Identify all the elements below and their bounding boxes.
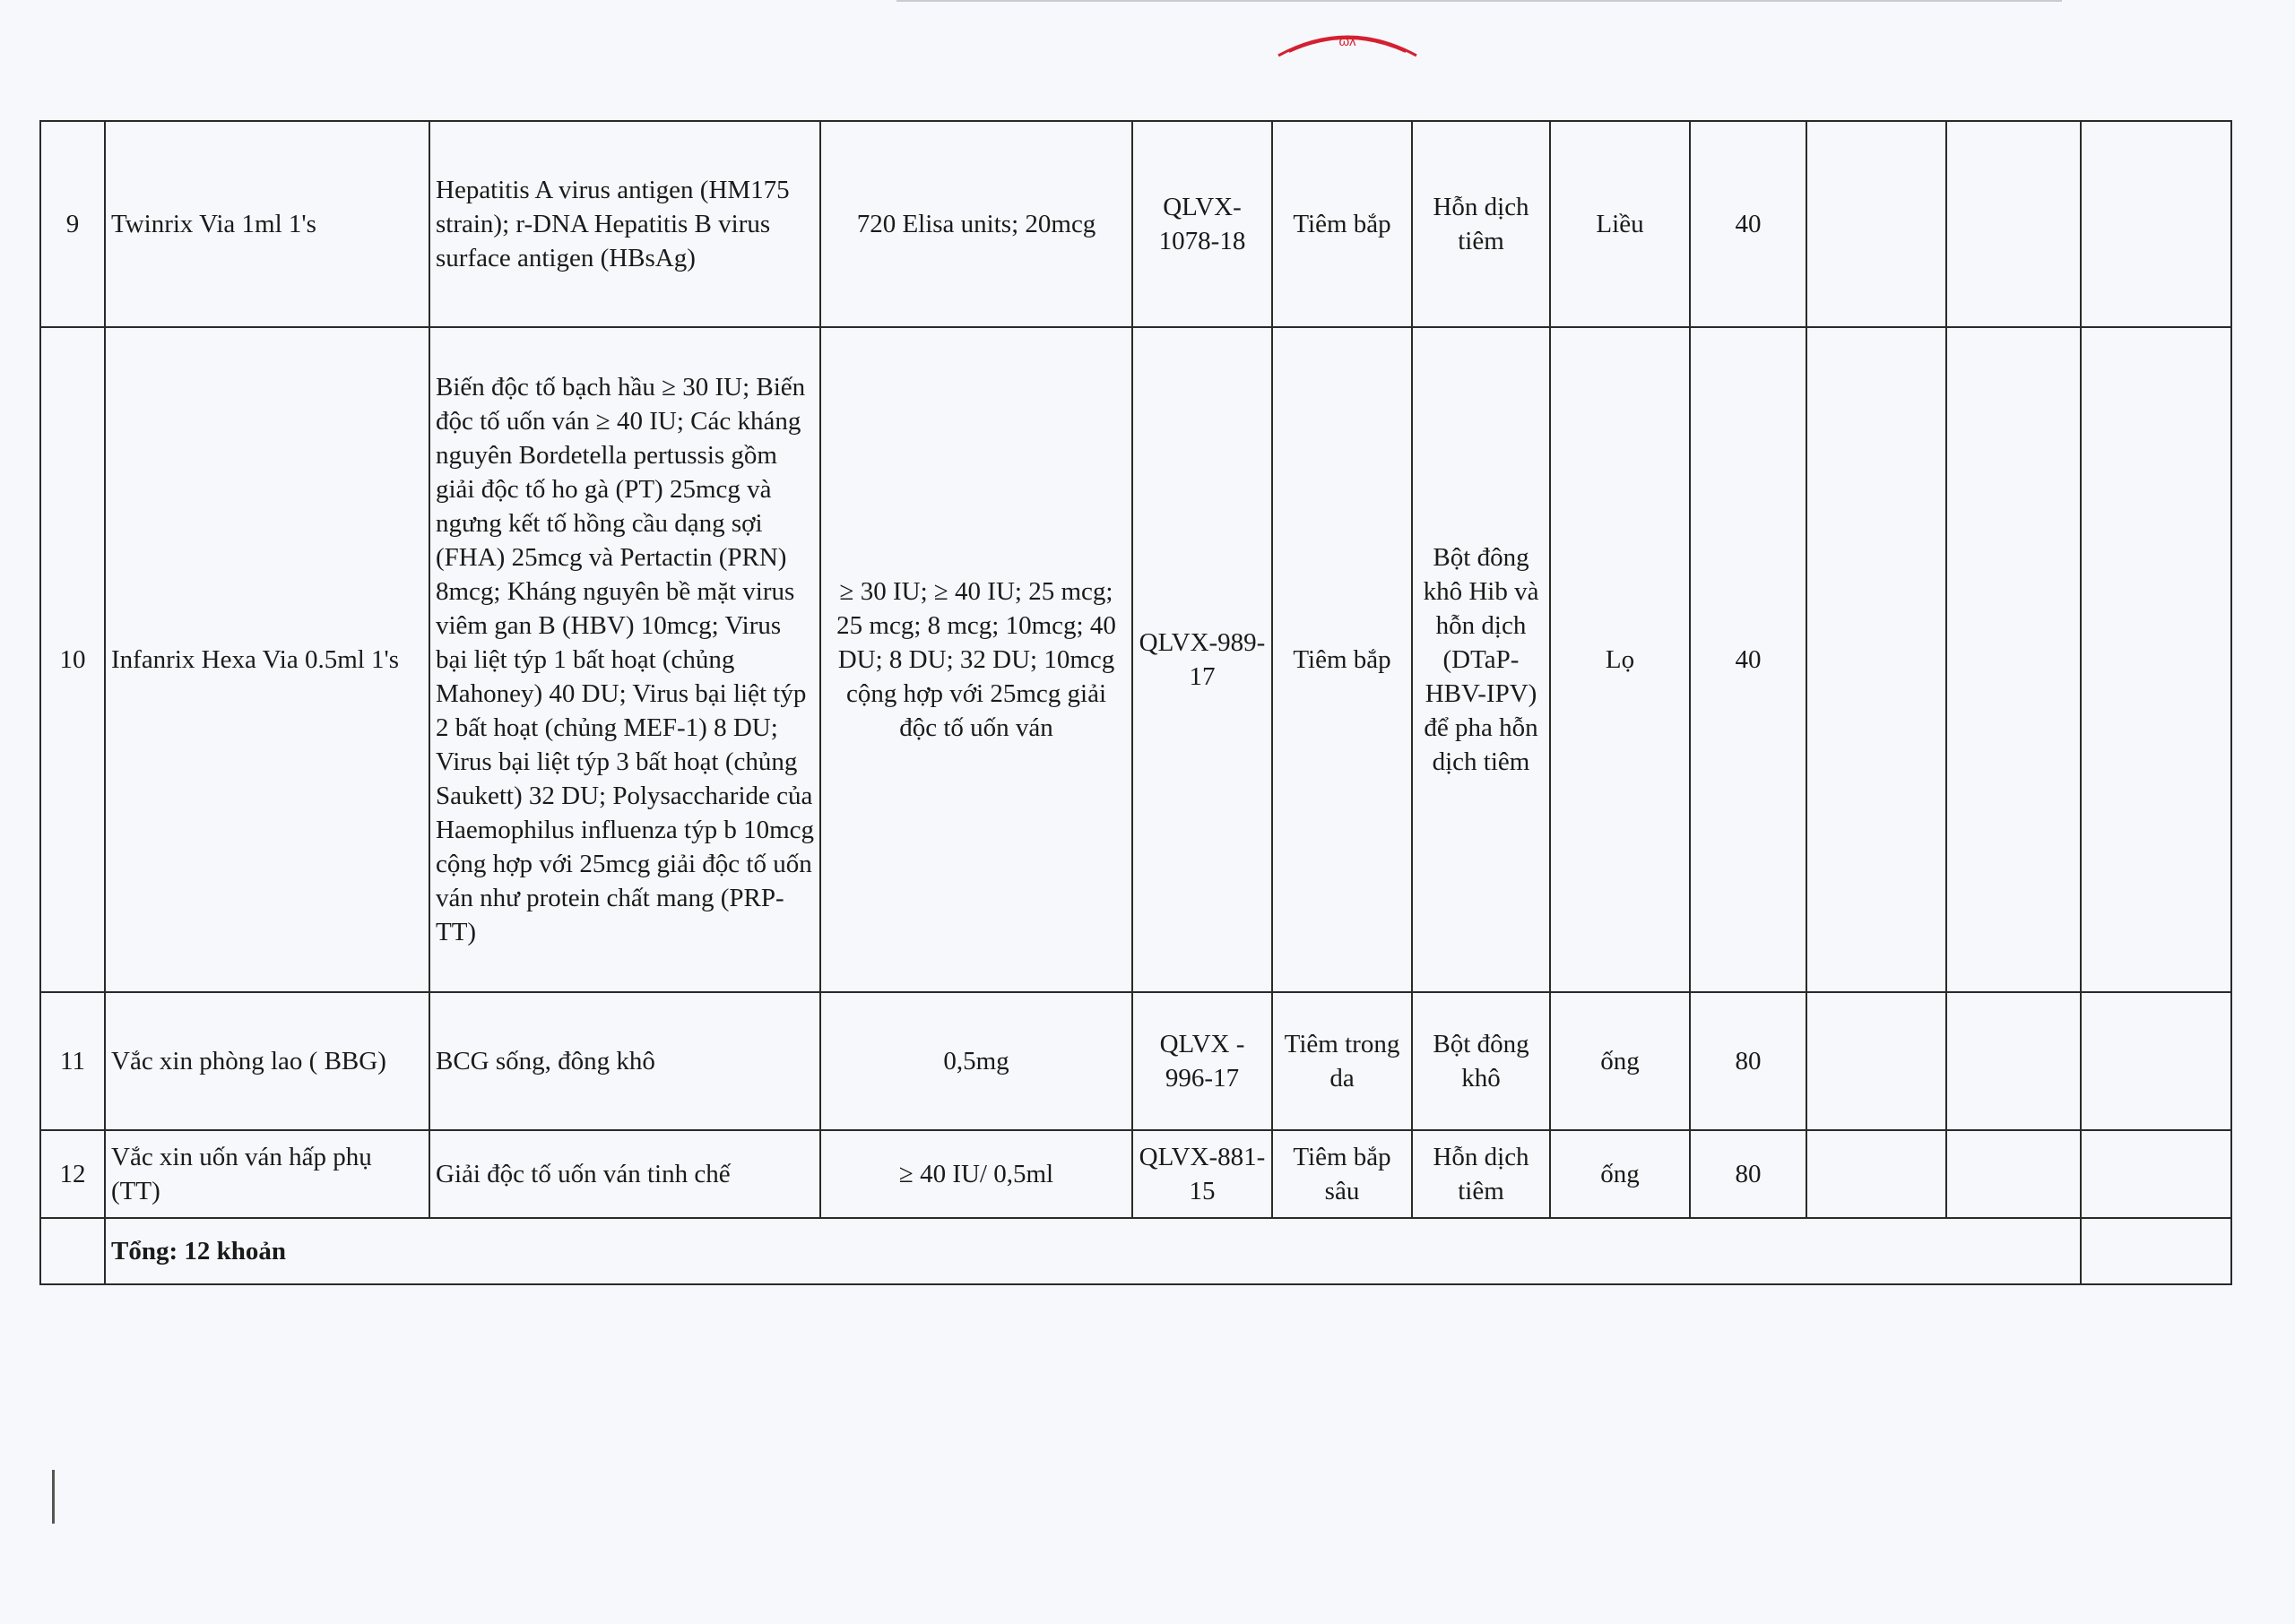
row-unit: Lọ: [1550, 327, 1690, 992]
row-quantity: 80: [1690, 992, 1806, 1130]
row-stt: 12: [40, 1130, 105, 1218]
row-stt: 10: [40, 327, 105, 992]
row-registration: QLVX-989-17: [1132, 327, 1272, 992]
row-unit: ống: [1550, 992, 1690, 1130]
row-quantity: 40: [1690, 327, 1806, 992]
row-empty-cell: [2081, 992, 2231, 1130]
scan-margin-mark: [52, 1470, 55, 1524]
row-empty-cell: [1806, 992, 1946, 1130]
row-empty-cell: [2081, 1130, 2231, 1218]
row-empty-cell: [2081, 121, 2231, 327]
row-unit: Liều: [1550, 121, 1690, 327]
row-empty-cell: [1946, 1130, 2081, 1218]
row-form: Hỗn dịch tiêm: [1412, 121, 1550, 327]
row-form: Hỗn dịch tiêm: [1412, 1130, 1550, 1218]
row-stt: 9: [40, 121, 105, 327]
row-form: Bột đông khô: [1412, 992, 1550, 1130]
row-stt: 11: [40, 992, 105, 1130]
table-row: [40, 992, 2231, 1130]
table-row: [40, 121, 2231, 327]
row-ingredient: Hepatitis A virus antigen (HM175 strain); r-DNA Hepatitis B virus surface antigen (HBsAg): [429, 121, 820, 327]
row-ingredient: Giải độc tố uốn ván tinh chế: [429, 1130, 820, 1218]
row-registration: QLVX-1078-18: [1132, 121, 1272, 327]
vaccine-table: [39, 120, 2232, 1285]
top-scan-rule: [896, 0, 2062, 2]
row-unit: ống: [1550, 1130, 1690, 1218]
total-empty-cell: [40, 1218, 105, 1284]
row-route: Tiêm bắp sâu: [1272, 1130, 1412, 1218]
row-name: Infanrix Hexa Via 0.5ml 1's: [105, 327, 429, 992]
row-registration: QLVX - 996-17: [1132, 992, 1272, 1130]
row-strength: ≥ 30 IU; ≥ 40 IU; 25 mcg; 25 mcg; 8 mcg; 10mcg; 40 DU; 8 DU; 32 DU; 10mcg cộng hợp với 25mcg giải độc tố uốn ván: [820, 327, 1132, 992]
row-name: Vắc xin uốn ván hấp phụ (TT): [105, 1130, 429, 1218]
row-empty-cell: [1806, 1130, 1946, 1218]
row-name: Vắc xin phòng lao ( BBG): [105, 992, 429, 1130]
row-form: Bột đông khô Hib và hỗn dịch (DTaP-HBV-IPV) để pha hỗn dịch tiêm: [1412, 327, 1550, 992]
row-ingredient: BCG sống, đông khô: [429, 992, 820, 1130]
row-ingredient: Biến độc tố bạch hầu ≥ 30 IU; Biến độc tố uốn ván ≥ 40 IU; Các kháng nguyên Bordetella pertussis gồm giải độc tố ho gà (PT) 25mcg và ngưng kết tố hồng cầu dạng sợi (FHA) 25mcg và Pertactin (PRN) 8mcg; Kháng nguyên bề mặt virus viêm gan B (HBV) 10mcg; Virus bại liệt týp 1 bất hoạt (chủng Mahoney) 40 DU; Virus bại liệt týp 2 bất hoạt (chủng MEF-1) 8 DU; Virus bại liệt týp 3 bất hoạt (chủng Saukett) 32 DU; Polysaccharide của Haemophilus influenza týp b 10mcg cộng hợp với 25mcg giải độc tố uốn ván như protein chất mang (PRP-TT): [429, 327, 820, 992]
row-quantity: 80: [1690, 1130, 1806, 1218]
row-empty-cell: [1806, 121, 1946, 327]
table-row: [40, 327, 2231, 992]
row-strength: 0,5mg: [820, 992, 1132, 1130]
row-strength: ≥ 40 IU/ 0,5ml: [820, 1130, 1132, 1218]
row-route: Tiêm bắp: [1272, 327, 1412, 992]
row-name: Twinrix Via 1ml 1's: [105, 121, 429, 327]
total-label: Tổng: 12 khoản: [105, 1218, 2081, 1284]
total-row: [40, 1218, 2231, 1284]
row-empty-cell: [1946, 992, 2081, 1130]
table-row: [40, 1130, 2231, 1218]
row-empty-cell: [2081, 327, 2231, 992]
red-stamp-mark: [1271, 25, 1424, 61]
row-strength: 720 Elisa units; 20mcg: [820, 121, 1132, 327]
stamp-text: ωλ: [1338, 34, 1356, 49]
row-empty-cell: [1946, 327, 2081, 992]
row-empty-cell: [1946, 121, 2081, 327]
row-quantity: 40: [1690, 121, 1806, 327]
row-registration: QLVX-881-15: [1132, 1130, 1272, 1218]
total-empty-cell: [2081, 1218, 2231, 1284]
row-route: Tiêm bắp: [1272, 121, 1412, 327]
row-route: Tiêm trong da: [1272, 992, 1412, 1130]
row-empty-cell: [1806, 327, 1946, 992]
